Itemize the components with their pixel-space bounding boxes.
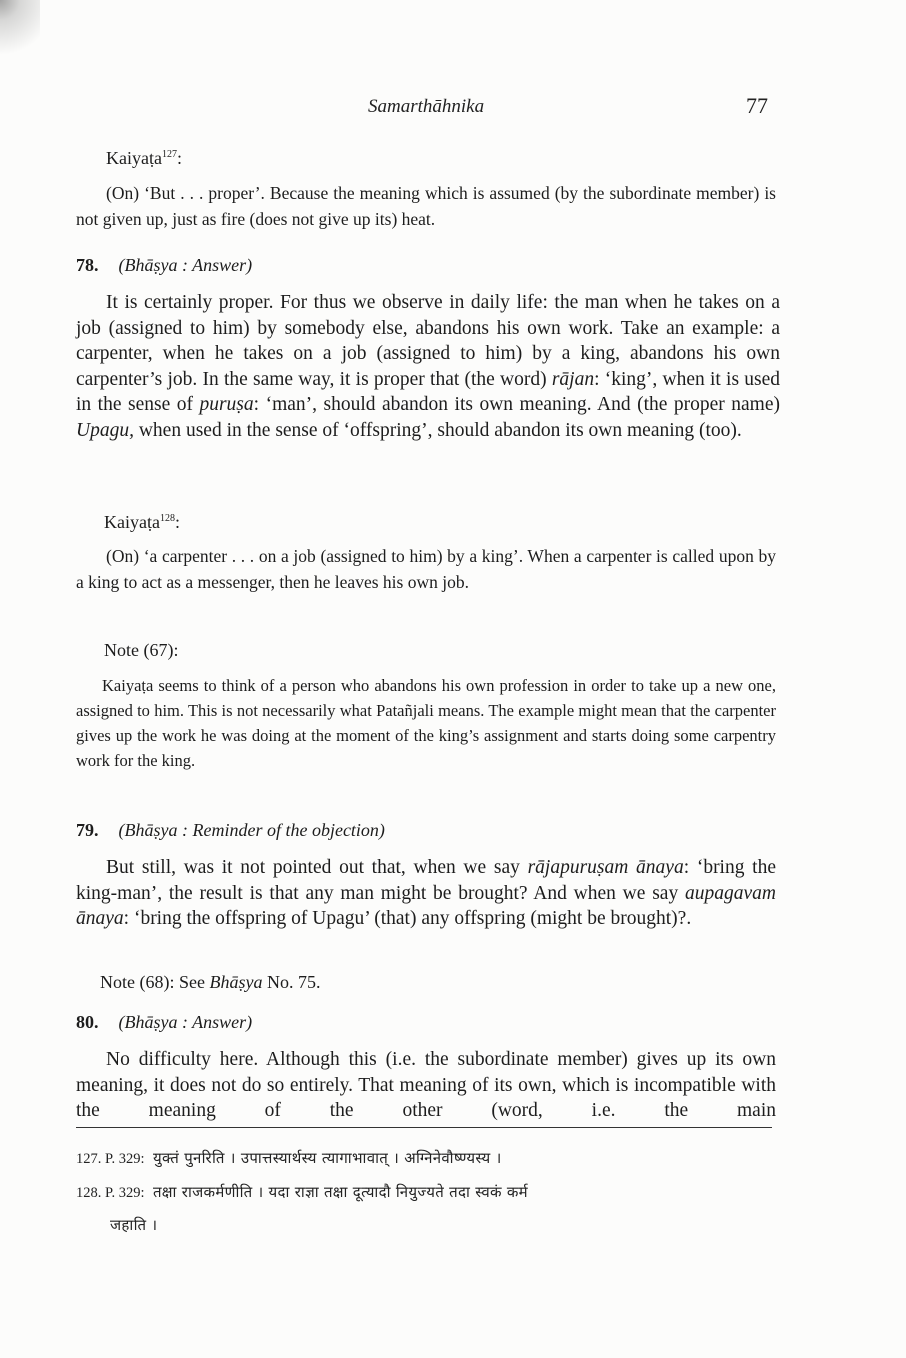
section-80: [76, 1012, 776, 1124]
footnote-rule: [76, 1127, 772, 1128]
note-67-block: [76, 640, 776, 773]
term-rajapurusam-anaya: rājapuruṣam ānaya: [527, 857, 684, 878]
footnote-ref-128: 128: [159, 513, 175, 524]
kaiyata-127-block: [76, 148, 776, 232]
note-68-term: Bhāṣya: [209, 972, 263, 992]
footnote-ref-127: 127: [161, 149, 177, 160]
section-78-heading: [76, 255, 776, 276]
running-title: Samarthāhnika: [368, 96, 485, 117]
section-79: [76, 820, 776, 932]
section-79-text: But still, was it not pointed out that, when we say rājapuruṣam ānaya: ‘bring the king-man’, the result is that any man might be brought? And when we say aupagavam ānaya: ‘bring the offspring of Upagu’ (that) any offspring (might be brought)?.: [76, 857, 776, 929]
footnote-127-text: युक्तं पुनरिति । उपात्तस्यार्थस्य त्यागाभावात् । अग्निनेवौष्ण्यस्य ।: [152, 1149, 502, 1167]
section-79-title: (Bhāṣya : Reminder of the objection): [118, 820, 385, 840]
kaiyata-127-label: Kaiyaṭa$^{127}$:: [106, 148, 182, 168]
term-aupagavam-anaya: aupagavam ānaya: [76, 882, 776, 929]
section-78: [76, 255, 781, 443]
section-78-number: 78.: [76, 255, 99, 275]
footnote-128-text: तक्षा राजकर्मणीति । यदा राज्ञा तक्षा दूत्यादौ नियुज्यते तदा स्वकं कर्म: [152, 1183, 528, 1201]
kaiyata-128-text: (On) ‘a carpenter . . . on a job (assigned to him) by a king’. When a carpenter is called upon by a king to act as a messenger, then he leaves his own job.: [76, 546, 776, 592]
footnote-128-ref: 128. P. 329:: [76, 1185, 145, 1201]
kaiyata-128-label: Kaiyaṭa$^{128}$:: [104, 512, 180, 532]
section-80-number: 80.: [76, 1012, 99, 1032]
section-78-text: It is certainly proper. For thus we observe in daily life: the man when he takes on a job (assigned to him) by somebody else, abandons his own work. Take an example: a carpenter, when he takes on a job (assigned to him) by a king, abandons his own carpenter’s job. In the same way, it is proper that (the word) rājan: ‘king’, when it is used in the sense of puruṣa: ‘man’, should abandon its own meaning. And (the proper name) Upagu, when used in the sense of ‘offspring’, should abandon its own meaning (too).: [76, 292, 781, 441]
page-number: 77: [746, 93, 768, 118]
kaiyata-127-text: (On) ‘But . . . proper’. Because the meaning which is assumed (by the subordinate member) is not given up, just as fire (does not give up its) heat.: [76, 183, 776, 229]
footnote-127: [76, 1142, 776, 1175]
footnote-127-ref: 127. P. 329:: [76, 1151, 145, 1167]
section-78-title: (Bhāṣya : Answer): [118, 255, 253, 275]
footnote-128-continuation: जहाति ।: [110, 1216, 158, 1234]
note-68-block: [76, 972, 776, 993]
term-rajan: rājan: [551, 368, 595, 390]
section-79-number: 79.: [76, 820, 99, 840]
section-80-text: No difficulty here. Although this (i.e. the subordinate member) gives up its own meaning, it does not do so entirely. That meaning of its own, which is incompatible with the meaning of the other (word, i.e. the main: [76, 1049, 776, 1121]
note-67-label: Note (67):: [104, 640, 179, 660]
kaiyata-128-block: [76, 512, 776, 595]
section-80-heading: [76, 1012, 776, 1033]
note-67-text: Kaiyaṭa seems to think of a person who abandons his own profession in order to take up a new one, assigned to him. This is not necessarily what Patañjali means. The example might mean that the carpenter gives up the work he was doing at the moment of the king’s assignment and starts doing some carpentry work for the king.: [76, 676, 776, 770]
footnote-128: [76, 1176, 776, 1241]
note-68-text: Note (68): See Bhāṣya No. 75.: [100, 972, 321, 992]
term-purusa: puruṣa: [199, 394, 254, 415]
term-upagu: Upagu,: [76, 419, 134, 441]
scan-speckle: [0, 0, 40, 100]
section-80-title: (Bhāṣya : Answer): [118, 1012, 253, 1032]
section-79-heading: [76, 820, 776, 841]
